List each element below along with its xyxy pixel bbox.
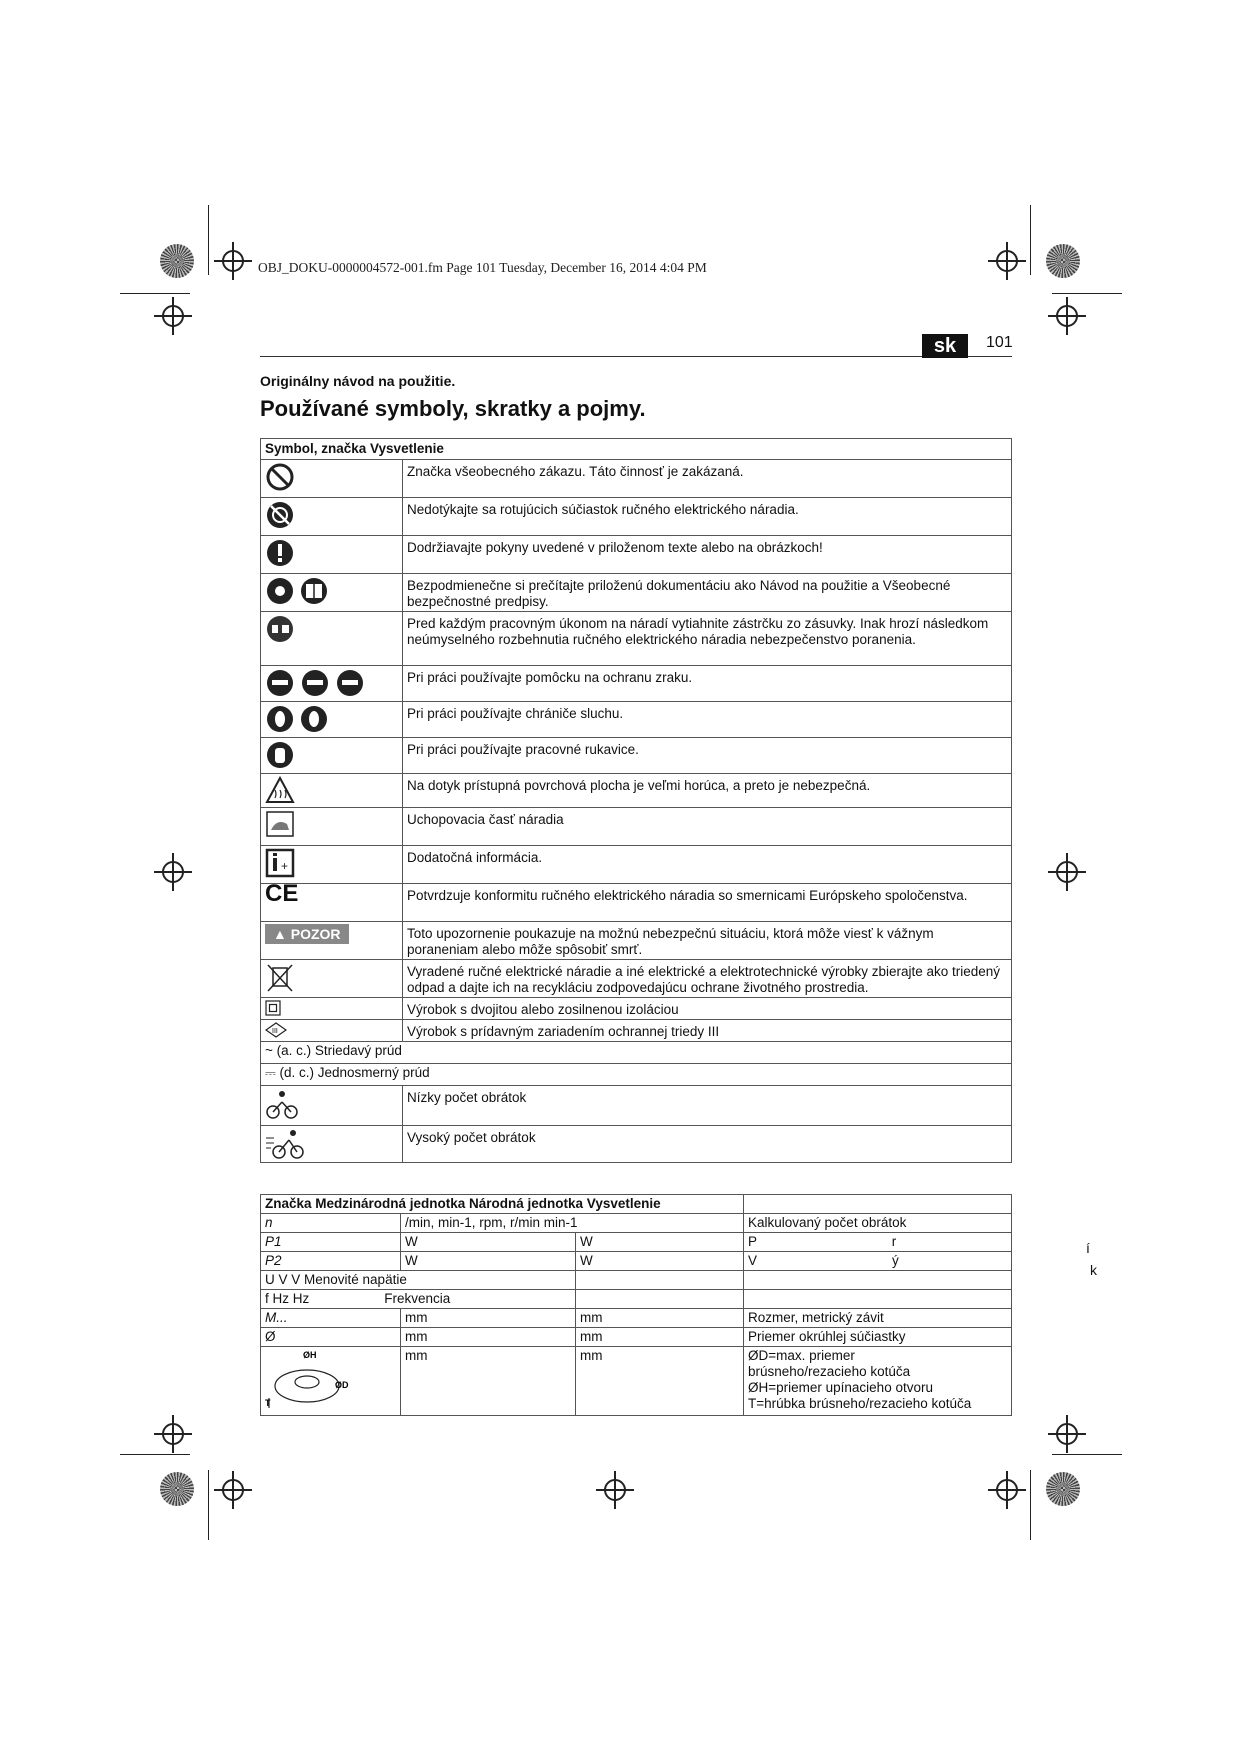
- no-touch-rotating-icon: [265, 500, 295, 530]
- gloves-icon: [265, 740, 295, 770]
- registration-mark: [1056, 861, 1078, 883]
- svg-text:ØD: ØD: [335, 1380, 349, 1390]
- info-icon: [265, 848, 295, 878]
- hot-surface-icon: [265, 776, 295, 804]
- symbol-description: Vyradené ručné elektrické náradie a iné elektrické a elektrotechnické výrobky zbierajte ako triedený odpad a dajte ich na recykláciu zodpovedajúcu ochrane životného prostredia.: [403, 960, 1012, 998]
- prohibition-icon: [265, 462, 295, 492]
- symbol-description: Pri práci používajte pracovné rukavice.: [403, 738, 1012, 774]
- symbol-description: Značka všeobecného zákazu. Táto činnosť je zakázaná.: [403, 460, 1012, 498]
- table-row: [261, 574, 1012, 612]
- double-insulation-icon: [265, 1000, 281, 1016]
- registration-mark: [996, 250, 1018, 272]
- page-title: Používané symboly, skratky a pojmy.: [260, 396, 646, 421]
- symbol-description: Dodatočná informácia.: [403, 846, 1012, 884]
- crop-line: [1030, 205, 1031, 275]
- table-row: Ø mm mm Priemer okrúhlej súčiastky: [261, 1328, 1012, 1347]
- svg-text:+: +: [281, 859, 289, 873]
- table-row: [261, 702, 1012, 738]
- read-manual-icon: [265, 576, 331, 606]
- table-row: [261, 666, 1012, 702]
- registration-mark: [162, 861, 184, 883]
- symbol-description: Bezpodmienečne si prečítajte priloženú dokumentáciu ako Návod na použitie a Všeobecné bezpečnostné predpisy.: [403, 574, 1012, 612]
- unit-table-header: Značka Medzinárodná jednotka Národná jednotka Vysvetlenie: [261, 1195, 1012, 1214]
- high-speed-bike-icon: [265, 1128, 309, 1160]
- table-row: [261, 1064, 1012, 1086]
- table-row: [261, 1042, 1012, 1064]
- exclamation-icon: [265, 538, 295, 568]
- table-row: [261, 536, 1012, 574]
- table-row: [261, 774, 1012, 808]
- table-row: P2 W W V ý: [261, 1252, 1012, 1271]
- warning-triangle-icon: ▲: [273, 926, 291, 942]
- warning-pozor-icon: ▲ POZOR: [265, 924, 349, 944]
- disc-dimension-explanation: ØD=max. priemer brúsneho/rezacieho kotúča ØH=priemer upínacieho otvoru T=hrúbka brúsneho/rezacieho kotúča: [744, 1347, 1012, 1416]
- symbol-description: Nedotýkajte sa rotujúcich súčiastok ručného elektrického náradia.: [403, 498, 1012, 536]
- page-number: 101: [986, 334, 1013, 351]
- table-row: [261, 884, 1012, 922]
- table-row: [261, 960, 1012, 998]
- class-iii-icon: [265, 1022, 287, 1038]
- file-info: OBJ_DOKU-0000004572-001.fm Page 101 Tuesday, December 16, 2014 4:04 PM: [258, 260, 707, 275]
- crop-line: [208, 1470, 209, 1540]
- registration-mark: [222, 250, 244, 272]
- symbol-description: Dodržiavajte pokyny uvedené v priloženom texte alebo na obrázkoch!: [403, 536, 1012, 574]
- symbol-description: Uchopovacia časť náradia: [403, 808, 1012, 846]
- eye-protection-icon: [265, 668, 365, 698]
- dc-current-row: ⎓ (d. c.) Jednosmerný prúd: [261, 1064, 1012, 1086]
- color-registration-ball: [160, 244, 194, 278]
- ac-current-row: ~ (a. c.) Striedavý prúd: [261, 1042, 1012, 1064]
- svg-text:III: III: [272, 1028, 278, 1036]
- crop-line: [120, 293, 190, 294]
- table-row: [261, 1126, 1012, 1163]
- registration-mark: [1056, 1423, 1078, 1445]
- table-row: f Hz Hz Frekvencia: [261, 1290, 1012, 1309]
- grip-area-icon: [265, 810, 295, 838]
- unit-table: [260, 1194, 1012, 1416]
- table-row: P1 W W P r: [261, 1233, 1012, 1252]
- symbol-description: Pri práci používajte pomôcku na ochranu zraku.: [403, 666, 1012, 702]
- symbol-description: Toto upozornenie poukazuje na možnú nebezpečnú situáciu, ktorá môže viesť k vážnym poraneniam alebo môže spôsobiť smrť.: [403, 922, 1012, 960]
- table-row: [261, 498, 1012, 536]
- color-registration-ball: [1046, 1472, 1080, 1506]
- ce-mark-icon: CE: [265, 880, 299, 908]
- weee-bin-icon: [265, 962, 295, 994]
- stray-character: í: [1086, 1240, 1090, 1256]
- registration-mark: [996, 1479, 1018, 1501]
- symbol-description: Na dotyk prístupná povrchová plocha je veľmi horúca, a preto je nebezpečná.: [403, 774, 1012, 808]
- registration-mark: [162, 305, 184, 327]
- header-rule: [260, 356, 1012, 357]
- registration-mark: [604, 1479, 626, 1501]
- crop-line: [1052, 1454, 1122, 1455]
- table-row: [261, 846, 1012, 884]
- symbol-description: Potvrdzuje konformitu ručného elektrického náradia so smernicami Európskeho spoločenstva.: [403, 884, 1012, 922]
- registration-mark: [1056, 305, 1078, 327]
- table-row: [261, 1020, 1012, 1042]
- registration-mark: [222, 1479, 244, 1501]
- table-row: [261, 998, 1012, 1020]
- table-row: [261, 738, 1012, 774]
- symbol-description: Pri práci používajte chrániče sluchu.: [403, 702, 1012, 738]
- grinding-disc-diagram-icon: [265, 1348, 351, 1410]
- symbol-table: [260, 438, 1012, 1163]
- symbol-description: Vysoký počet obrátok: [403, 1126, 1012, 1163]
- low-speed-bike-icon: [265, 1088, 299, 1120]
- registration-mark: [162, 1423, 184, 1445]
- stray-character: k: [1090, 1262, 1097, 1278]
- table-row: [261, 1086, 1012, 1126]
- crop-line: [208, 205, 209, 275]
- table-row: U V V Menovité napätie: [261, 1271, 1012, 1290]
- color-registration-ball: [1046, 244, 1080, 278]
- crop-line: [1052, 293, 1122, 294]
- svg-text:T: T: [265, 1398, 271, 1408]
- table-row: n /min, min-1, rpm, r/min min-1 Kalkulovaný počet obrátok: [261, 1214, 1012, 1233]
- symbol-description: Nízky počet obrátok: [403, 1086, 1012, 1126]
- table-row: M... mm mm Rozmer, metrický závit: [261, 1309, 1012, 1328]
- unplug-icon: [265, 614, 295, 644]
- table-row: [261, 460, 1012, 498]
- subtitle: Originálny návod na použitie.: [260, 373, 456, 389]
- symbol-description: Výrobok s dvojitou alebo zosilnenou izoláciou: [403, 998, 1012, 1020]
- table-row: [261, 808, 1012, 846]
- symbol-table-header: Symbol, značka Vysvetlenie: [261, 439, 1012, 460]
- crop-line: [120, 1454, 190, 1455]
- symbol-description: Pred každým pracovným úkonom na náradí vytiahnite zástrčku zo zásuvky. Inak hrozí následkom neúmyselného rozbehnutia ručného elektrického náradia nebezpečenstvo poranenia.: [403, 612, 1012, 666]
- crop-line: [1030, 1470, 1031, 1540]
- table-row: [261, 922, 1012, 960]
- symbol-description: Výrobok s prídavným zariadením ochrannej triedy III: [403, 1020, 1012, 1042]
- svg-text:ØH: ØH: [303, 1350, 317, 1360]
- language-tab: sk: [922, 334, 968, 358]
- ear-protection-icon: [265, 704, 331, 734]
- table-row: [261, 612, 1012, 666]
- table-row: T ØH ØD mm mm ØD=max. priemer brúsneho/rezacieho kotúča ØH=priemer upínacieho otvoru T=hrúbka brúsneho/rezacieho kotúča: [261, 1347, 1012, 1416]
- color-registration-ball: [160, 1472, 194, 1506]
